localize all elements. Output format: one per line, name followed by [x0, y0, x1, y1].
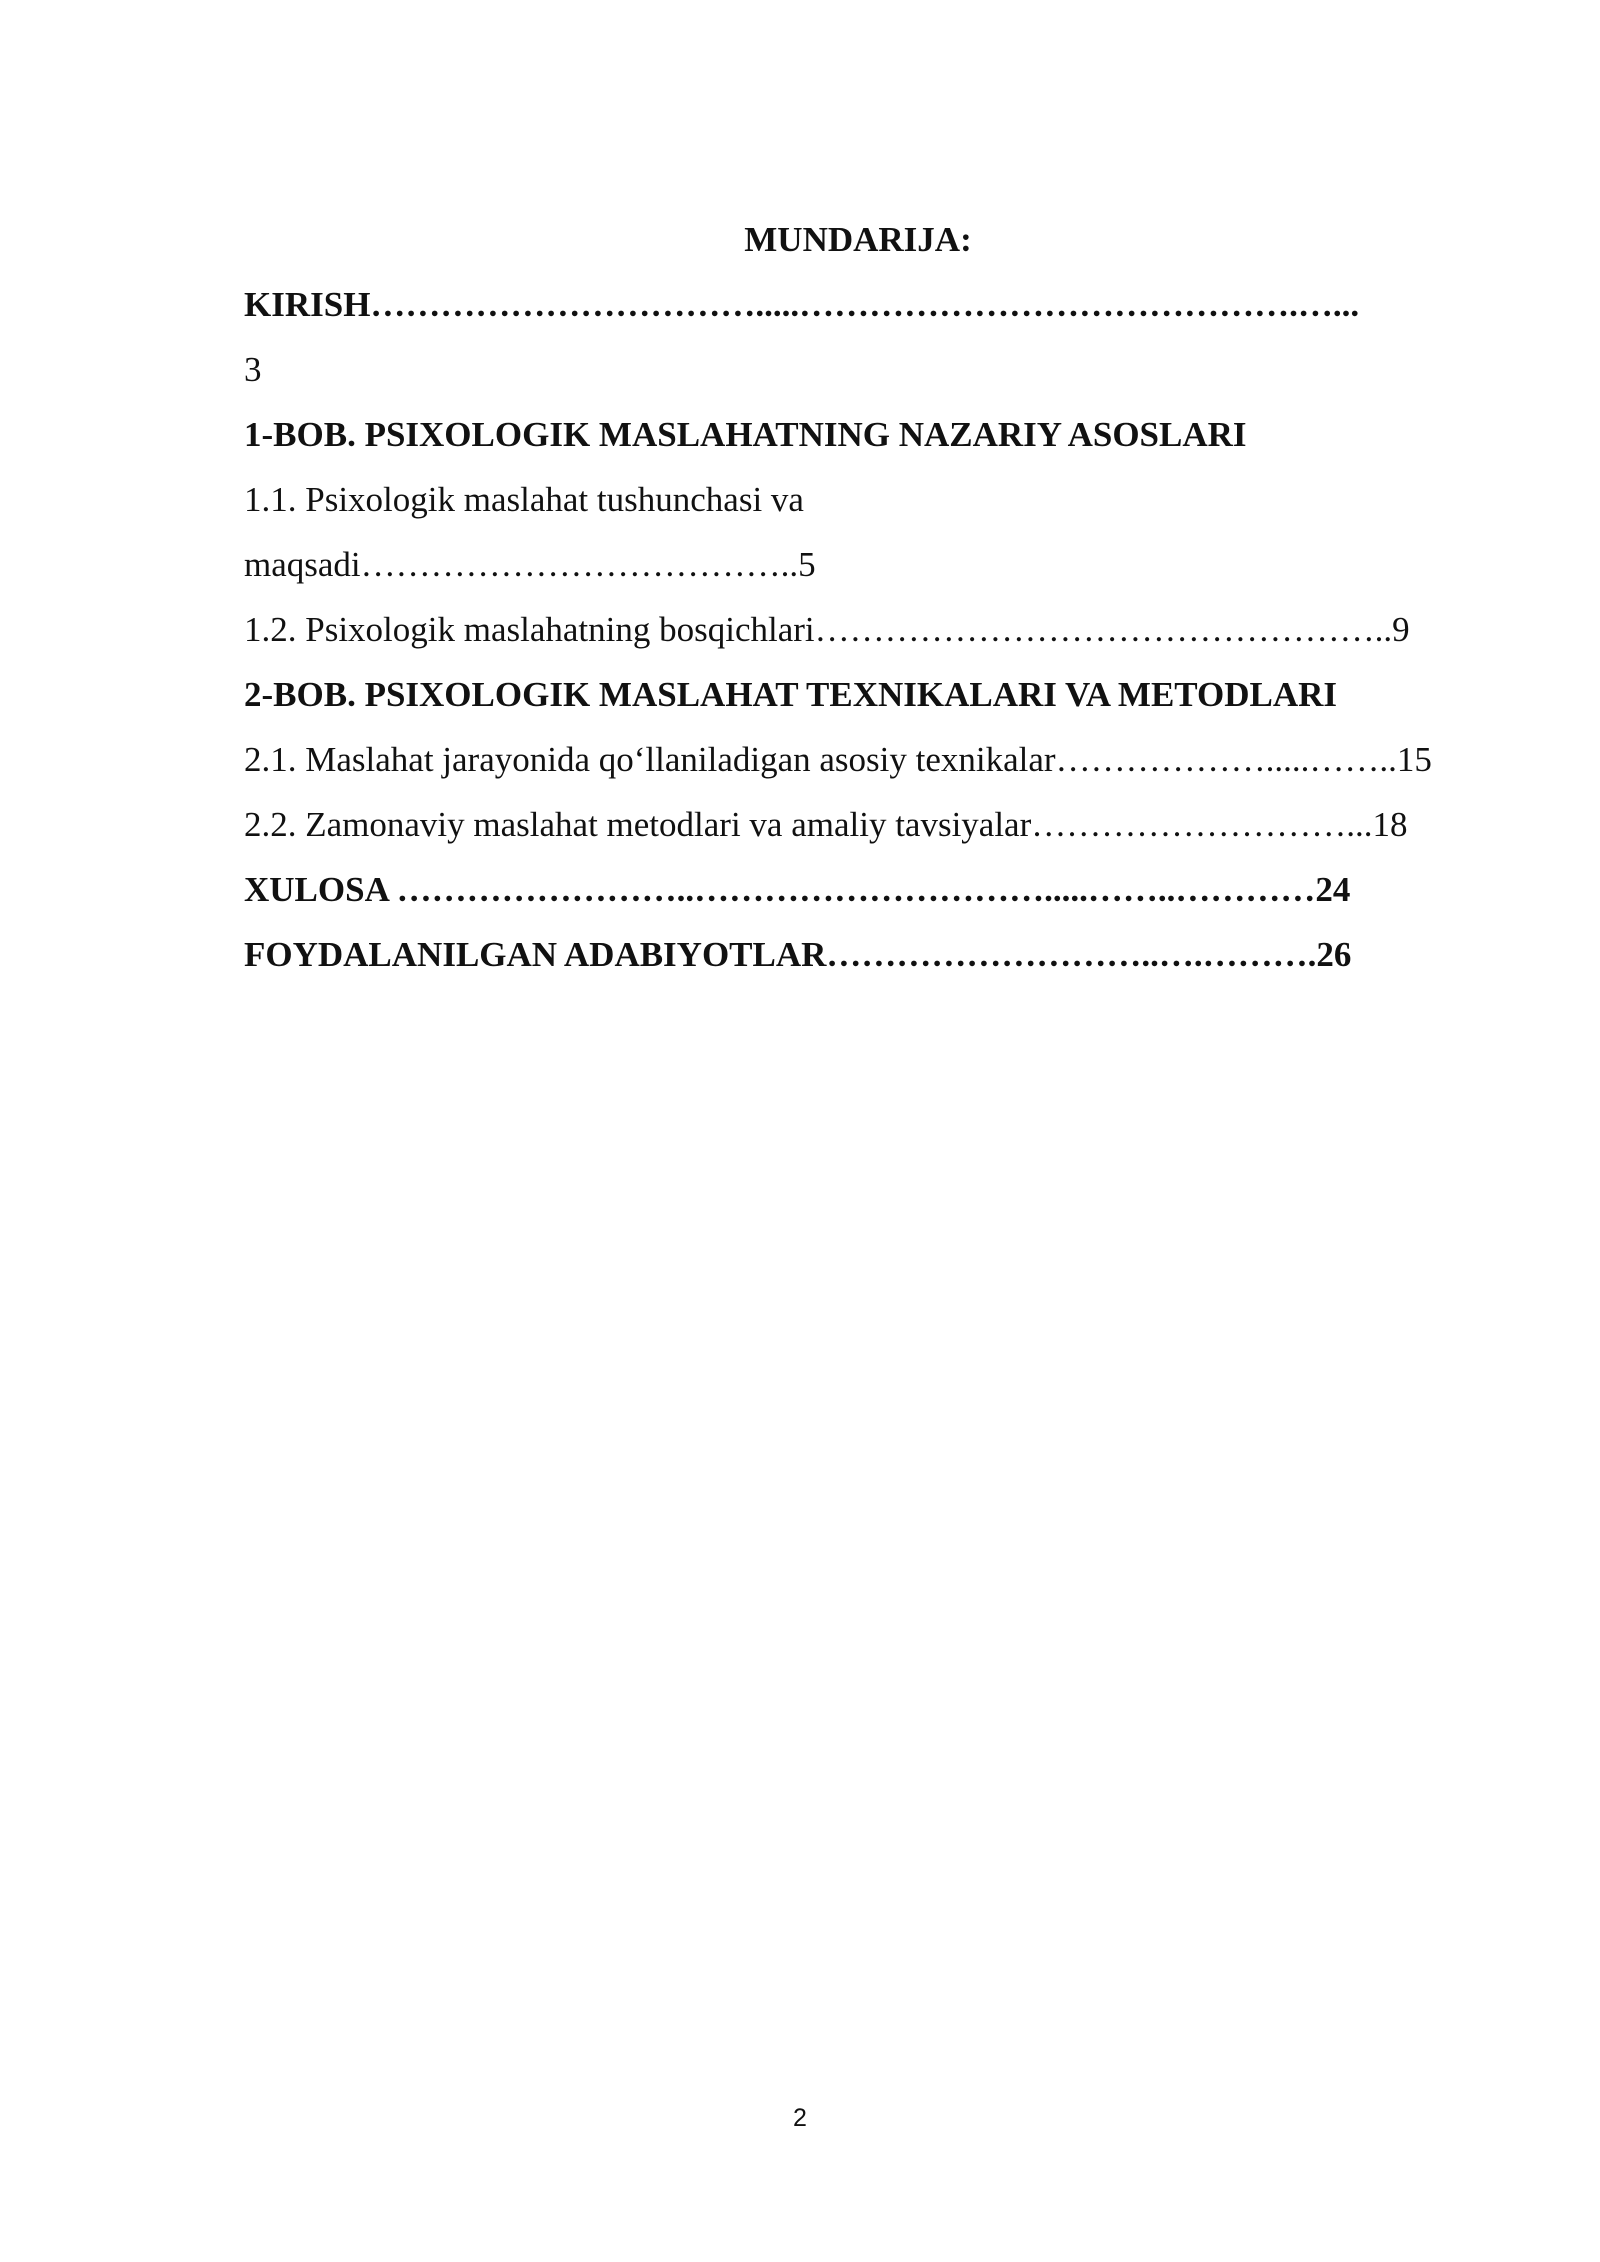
toc-entry-1-2: 1.2. Psixologik maslahatning bosqichlari…………………………………………..9 [244, 610, 1410, 649]
toc-entry-kirish: KIRISH…………………………….....…………………………………….…... [244, 285, 1360, 324]
toc-entry-1-1-continued: maqsadi………………………………..5 [244, 545, 816, 584]
toc-entry-kirish-page: 3 [244, 350, 262, 389]
toc-entry-2-2: 2.2. Zamonaviy maslahat metodlari va amaliy tavsiyalar………………………...18 [244, 805, 1408, 844]
toc-chapter-2: 2-BOB. PSIXOLOGIK MASLAHAT TEXNIKALARI VA METODLARI [244, 675, 1338, 714]
page-number: 2 [793, 2104, 807, 2132]
toc-entry-2-1: 2.1. Maslahat jarayonida qo‘llaniladigan asosiy texnikalar……………….....……..15 [244, 740, 1432, 779]
toc-title: MUNDARIJA: [744, 220, 972, 259]
toc-chapter-1: 1-BOB. PSIXOLOGIK MASLAHATNING NAZARIY ASOSLARI [244, 415, 1247, 454]
toc-entry-1-1: 1.1. Psixologik maslahat tushunchasi va [244, 480, 804, 519]
toc-entry-adabiyotlar: FOYDALANILGAN ADABIYOTLAR………………………..….……….26 [244, 935, 1352, 974]
toc-entry-xulosa: XULOSA ……………………..………………………….....……..…………24 [244, 870, 1351, 909]
